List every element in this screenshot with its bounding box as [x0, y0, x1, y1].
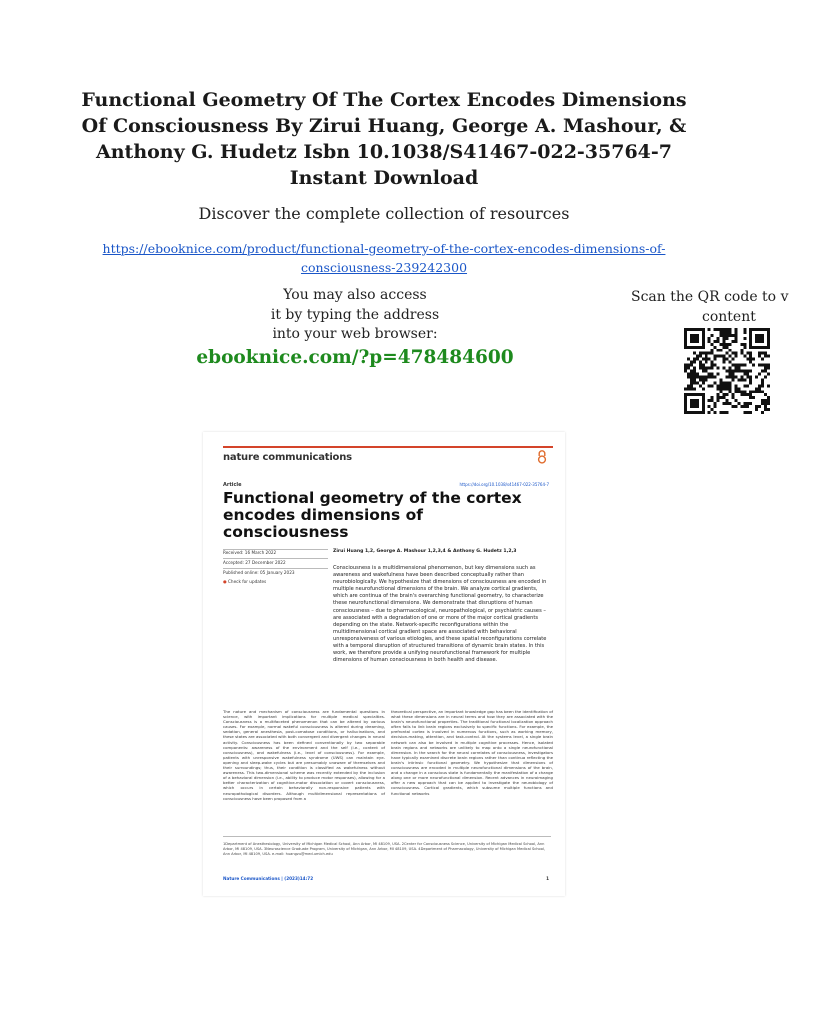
page-number: 1: [546, 876, 549, 881]
meta-divider: [223, 558, 328, 559]
footer-divider: [223, 836, 551, 837]
qr-line-2: content: [702, 309, 756, 325]
body-column-right: theoretical perspective, an important knowledge gap has been the identification of what these dimensions are in neural terms and how they are associated with the brain's neurofunctional properties. The traditional functional localization approach often fails to link brain regions exclusively to specific functions. For example, the prefrontal cortex is involved in numerous functions, such as working memory, decision-making, attention, and task-control. At the systems level, a single brain network can also be involved in multiple cognitive processes. Hence, isolated brain regions and networks are unlikely to map onto a single neurofunctional dimension. In the search for the neural correlates of consciousness, investigators have typically examined discrete brain regions rather than continua reflecting the brain's intrinsic functional geometry. We hypothesize that dimensions of consciousness are encoded in multiple neurofunctional dimensions of the brain, and a change in a conscious state is fundamentally the manifestation of a change along one or more neurofunctional dimension. Recent advances in neuroimaging offer a new approach that can be applied to investigate the neurobiology of consciousness. Cortical gradients, which subsume multiple functions and functional networks: [391, 709, 553, 796]
access-line-1: You may also access: [283, 287, 427, 303]
product-link[interactable]: https://ebooknice.com/product/functional-geometry-of-the-cortex-encodes-dimensions-of-consciousness-239242300: [102, 241, 666, 275]
affiliations: 1Department of Anesthesiology, University of Michigan Medical School, Ann Arbor, MI 48109, USA. 2Center for Consciousness Science, University of Michigan Medical School, Ann Arbor, MI 48109, USA. 3Neuroscience Graduate Program, University of Michigan, Ann Arbor, MI 48109, USA. 4Department of Pharmacology, University of Michigan Medical School, Ann Arbor, MI 48109, USA. e-mail: huangzu@med.umich.edu: [223, 842, 546, 856]
doi-link: https://doi.org/10.1038/s41467-022-35764-7: [459, 482, 549, 487]
article-authors: Zirui Huang 1,2, George A. Mashour 1,2,3,4 & Anthony G. Hudetz 1,2,3: [333, 549, 517, 554]
brand-bar: [223, 446, 553, 448]
page-subtitle: Discover the complete collection of resources: [198, 204, 570, 223]
short-url-link[interactable]: ebooknice.com/?p=478484600: [196, 347, 514, 368]
published-date: Published online: 05 January 2023: [223, 570, 295, 575]
body-column-left: The nature and mechanism of consciousness are fundamental questions in science, with important implications for multiple medical specialties. Consciousness is a multifaceted phenomenon that can be altered by various causes. For example, normal wakeful consciousness is altered during dreaming, sedation, general anesthesia, post-comatose conditions, or hallucinations, and these states are associated with both convergent and divergent changes in neural activity. Consciousness has been defined conventionally by two separable components: awareness of the environment and the self (i.e., content of consciousness), and wakefulness (i.e., level of consciousness). For example, patients with unresponsive wakefulness syndrome (UWS) can maintain eye-opening and sleep-wake cycles but are presumably unaware of themselves and their surroundings; thus, their condition is classified as wakefulness without awareness. This two-dimensional scheme was recently extended by the inclusion of a behavioral dimension (i.e., ability to produce motor responses), allowing for a better characterization of cognitive-motor dissociation or covert consciousness, which occurs in certain behaviorally non-responsive patients with neuropathological disorders. Although multidimensional representations of consciousness have been proposed from a: [223, 709, 385, 801]
journal-brand: nature communications: [223, 452, 352, 463]
qr-instructions: [631, 287, 831, 327]
article-abstract: Consciousness is a multidimensional phenomenon, but key dimensions such as awareness and wakefulness have been described conceptually rather than neurobiologically. We hypothesize that dimensions of consciousness are encoded in multiple neurofunctional dimensions of the brain. We analyze cortical gradients, which are continua of the brain's overarching functional geometry, to characterize these neurofunctional dimensions. We demonstrate that disruptions of human consciousness – due to pharmacological, neuropathological, or psychiatric causes – are associated with a degradation of one or more of the major cortical gradients depending on the state. Network-specific reconfigurations within the multidimensional cortical gradient space are associated with behavioral unresponsiveness of various etiologies, and these spatial reconfigurations correlate with a temporal disruption of structured transitions of dynamic brain states. In this work, we therefore provide a unifying neurofunctional framework for multiple dimensions of human consciousness in both health and disease.: [333, 565, 547, 664]
book-cover-preview: [203, 432, 565, 896]
access-line-3: into your web browser:: [272, 326, 438, 342]
journal-footer: Nature Communications | (2023)14:72: [223, 876, 314, 881]
page-title: Functional Geometry Of The Cortex Encodes Dimensions Of Consciousness By Zirui Huang, George A. Mashour, & Anthony G. Hudetz Isbn 10.1038/S41467-022-35764-7 Instant Download: [81, 89, 687, 189]
received-date: Received: 16 March 2022: [223, 550, 277, 555]
access-line-2: it by typing the address: [270, 306, 440, 323]
check-updates-icon: ●: [223, 579, 227, 584]
meta-divider: [223, 568, 328, 569]
access-instructions: [255, 286, 455, 345]
check-updates-label: Check for updates: [228, 579, 267, 584]
check-updates: [223, 579, 323, 584]
open-access-icon: [537, 450, 547, 464]
qr-line-1: Scan the QR code to v: [631, 289, 789, 305]
article-kind: Article: [223, 482, 242, 488]
qr-code-image[interactable]: [682, 328, 772, 414]
article-title: Functional geometry of the cortex encodes dimensions of consciousness: [223, 489, 522, 541]
accepted-date: Accepted: 27 December 2022: [223, 560, 286, 565]
